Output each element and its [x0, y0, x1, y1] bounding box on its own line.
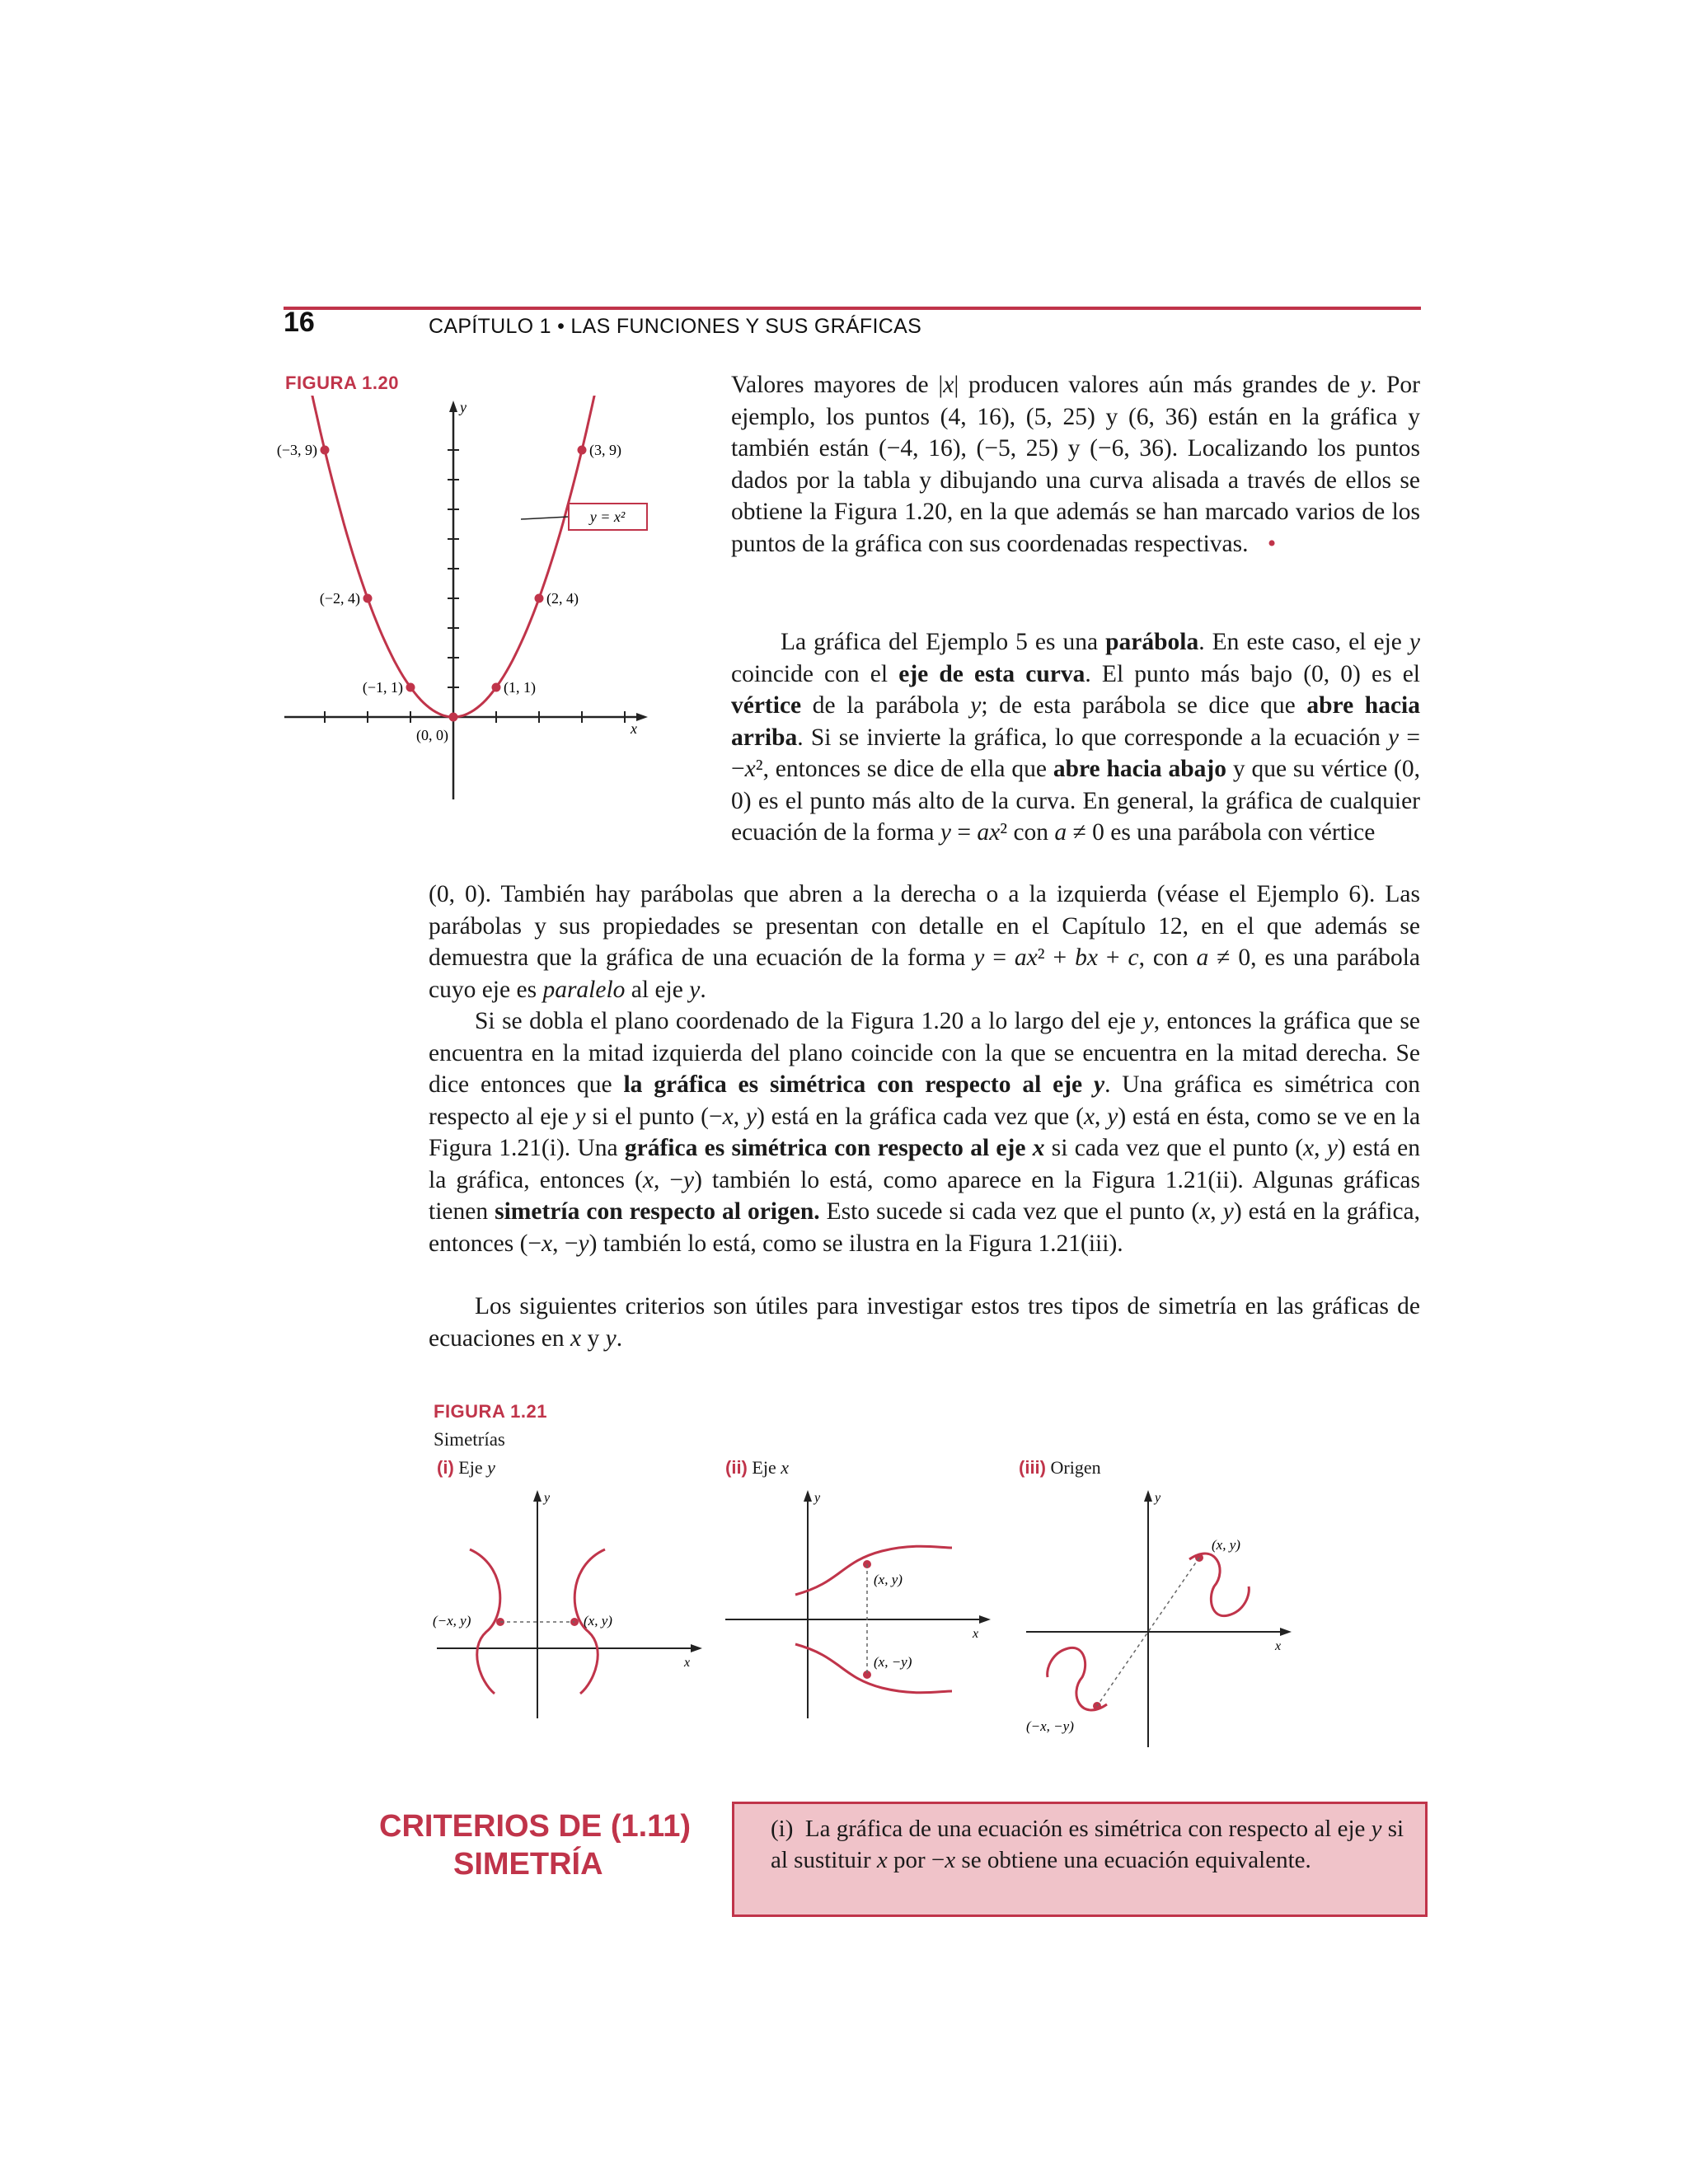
svg-text:x: x: [973, 1627, 979, 1641]
paragraph-1-text: Valores mayores de |x| producen valores aún más grandes de y. Por ejemplo, los puntos (4, 16), (5, 25) y (6, 36) están en la gráfica y también están (−4, 16), (−5, 25) y (−6, 36). Localizando los puntos dados por la tabla y dibujando una curva alisada a través de ellos se obtiene la Figura 1.20, en la que además se han marcado varios de los puntos de la gráfica con sus coordenadas respectivas.: [731, 372, 1420, 557]
panel-iii-lower-curve: [1048, 1647, 1107, 1710]
graph-point: [406, 683, 415, 692]
paragraph-2a: La gráfica del Ejemplo 5 es una parábola. En este caso, el eje y coincide con el eje de esta curva. El punto más bajo (0, 0) es el vértice de la parábola y; de esta parábola se dice que abre hacia arriba. Si se invierte la gráfica, lo que corresponde a la ecuación y = −x², entonces se dice de ella que abre hacia abajo y que su vértice (0, 0) es el punto más alto de la curva. En general, la gráfica de cualquier ecuación de la forma y = ax² con a ≠ 0 es una parábola con vértice: [731, 629, 1421, 846]
y-axis-label: y: [460, 399, 467, 415]
paragraph-2b: (0, 0). También hay parábolas que abren a la derecha o a la izquierda (véase el Ejemplo 6). Las parábolas y sus propiedades se presentan con detalle en el Capítulo 12, en el que además se demuestra que la gráfica de una ecuación de la forma y = ax² + bx + c, con a ≠ 0, es una parábola cuyo eje es paralelo al eje y.: [429, 881, 1421, 1003]
graph-point: [449, 713, 458, 722]
svg-text:x: x: [1275, 1639, 1282, 1653]
x-axis-arrow: [636, 713, 648, 721]
panel-i-left-curve: [470, 1549, 500, 1694]
panel-iii-graph: [1010, 1483, 1306, 1755]
svg-text:y: y: [544, 1491, 551, 1505]
panel-ii-title: (ii) Eje x: [725, 1457, 789, 1478]
point-label: (−1, 1): [362, 679, 403, 696]
panel-i-graph: [429, 1483, 709, 1722]
figure-1-21-caption: Simetrías: [434, 1429, 505, 1450]
svg-text:y: y: [1155, 1491, 1161, 1505]
graph-point: [363, 594, 373, 603]
panel-iii-upper-curve: [1189, 1554, 1249, 1616]
graph-point: [492, 683, 501, 692]
header-rule: [284, 307, 1421, 310]
point-label: (1, 1): [504, 679, 536, 696]
x-axis-label: x: [631, 720, 637, 737]
svg-text:(−x, −y): (−x, −y): [1026, 1718, 1074, 1734]
svg-text:(x, y): (x, y): [874, 1572, 903, 1587]
paragraph-1: [731, 369, 1420, 560]
svg-text:x: x: [684, 1656, 691, 1670]
svg-text:(x, y): (x, y): [1212, 1537, 1240, 1553]
point-label: (−3, 9): [276, 442, 317, 458]
point-label: (−2, 4): [319, 590, 360, 607]
end-mark: •: [1267, 530, 1277, 557]
point-label: (3, 9): [589, 442, 621, 458]
panel-ii-graph: [717, 1483, 997, 1722]
running-head: CAPÍTULO 1 • LAS FUNCIONES Y SUS GRÁFICAS: [429, 315, 922, 338]
svg-text:(x, y): (x, y): [584, 1613, 612, 1629]
criteria-item-1: (i) La gráfica de una ecuación es simétrica con respecto al eje y si al sustituir x por −x se obtiene una ecuación equivalente.: [771, 1816, 1404, 1873]
figure-1-20-label: FIGURA 1.20: [285, 373, 399, 393]
criteria-title: CRITERIOS DE (1.11) SIMETRÍA: [379, 1809, 691, 1882]
equation-leader: [521, 517, 569, 519]
paragraph-4: Los siguientes criterios son útiles para investigar estos tres tipos de simetría en las gráficas de ecuaciones en x y y.: [429, 1293, 1420, 1352]
point-label: (0, 0): [416, 727, 448, 743]
point-label: (2, 4): [546, 590, 579, 607]
svg-text:y: y: [814, 1491, 821, 1505]
svg-text:(−x, y): (−x, y): [433, 1613, 471, 1629]
equation-label: y = x²: [589, 509, 626, 525]
page-number: 16: [284, 307, 315, 338]
paragraph-3: Si se dobla el plano coordenado de la Figura 1.20 a lo largo del eje y, entonces la gráfica que se encuentra en la mitad izquierda del plano coincide con la que se encuentra en la mitad derecha. Se dice entonces que la gráfica es simétrica con respecto al eje y. Una gráfica es simétrica con respecto al eje y si el punto (−x, y) está en la gráfica cada vez que (x, y) está en ésta, como se ve en la Figura 1.21(i). Una gráfica es simétrica con respecto al eje x si cada vez que el punto (x, y) está en la gráfica, entonces (x, −y) también lo está, como aparece en la Figura 1.21(ii). Algunas gráficas tienen simetría con respecto al origen. Esto sucede si cada vez que el punto (x, y) está en la gráfica, entonces (−x, −y) también lo está, como se ilustra en la Figura 1.21(iii).: [429, 1008, 1421, 1257]
panel-ii-upper-curve: [795, 1546, 952, 1595]
figure-1-20-graph: [272, 396, 668, 808]
figure-1-21-label: FIGURA 1.21: [434, 1401, 547, 1422]
panel-iii-title: (iii) Origen: [1019, 1457, 1101, 1478]
svg-text:(x, −y): (x, −y): [874, 1654, 912, 1670]
panel-i-title: (i) Eje y: [437, 1457, 495, 1478]
graph-point: [535, 594, 544, 603]
y-axis-arrow: [449, 401, 457, 412]
graph-point: [578, 446, 587, 455]
graph-point: [321, 446, 330, 455]
